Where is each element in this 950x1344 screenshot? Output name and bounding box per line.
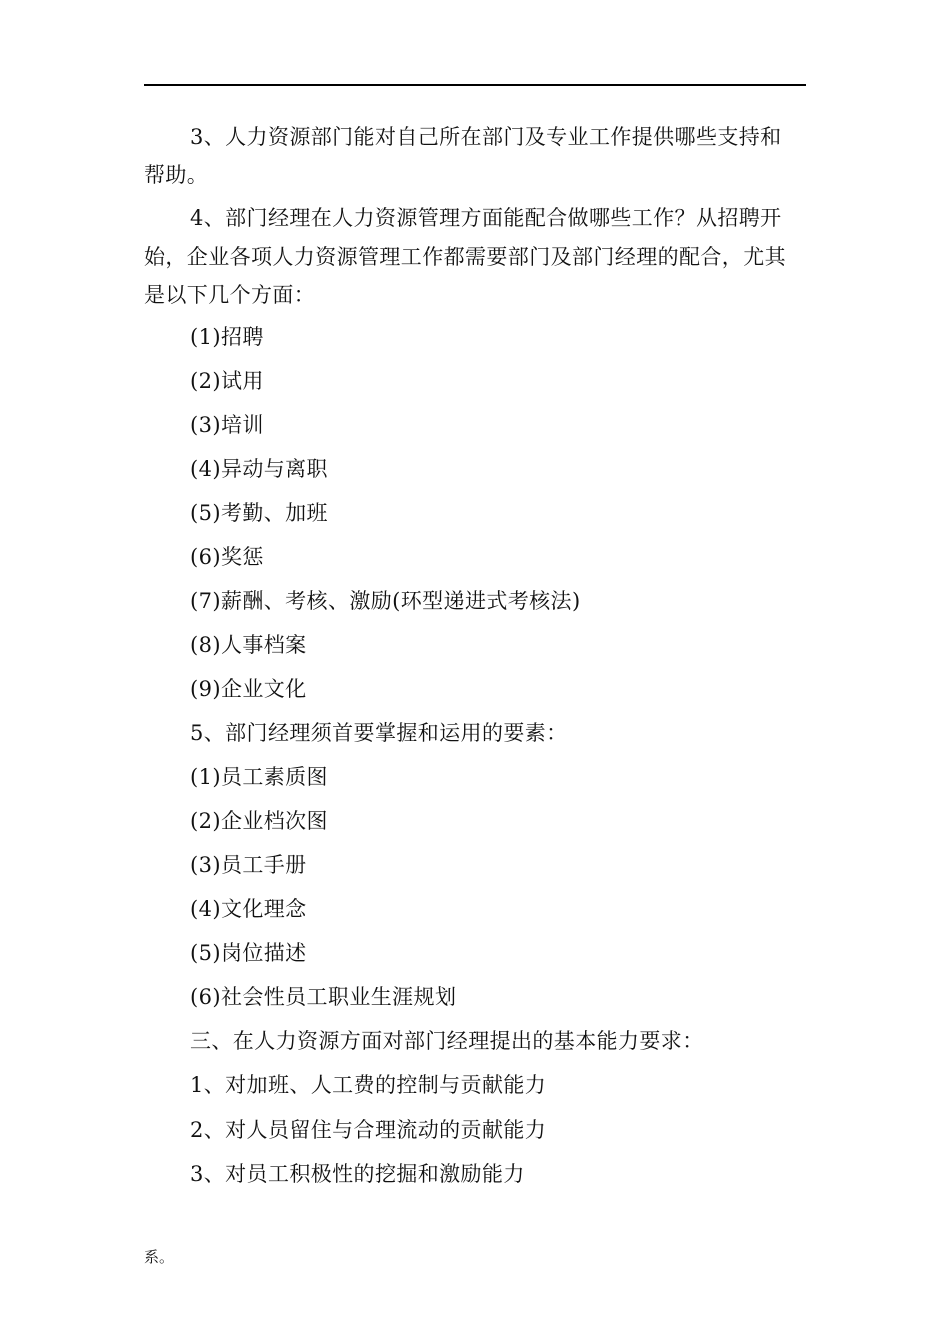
list-item: (4)文化理念 xyxy=(190,897,307,921)
list-item: (1)员工素质图 xyxy=(190,765,328,789)
list-item: (8)人事档案 xyxy=(190,633,307,657)
list-item: (5)岗位描述 xyxy=(190,941,307,965)
list-item: (3)员工手册 xyxy=(190,853,307,877)
paragraph-4-line-3: 是以下几个方面： xyxy=(144,283,316,307)
list-item: (5)考勤、加班 xyxy=(190,501,328,525)
list-item: 2、对人员留住与合理流动的贡献能力 xyxy=(190,1118,547,1142)
paragraph-3-line-2: 帮助。 xyxy=(144,163,209,187)
list-item: (7)薪酬、考核、激励(环型递进式考核法) xyxy=(190,589,581,613)
list-item: 1、对加班、人工费的控制与贡献能力 xyxy=(190,1073,547,1097)
paragraph-3-line-1: 3、人力资源部门能对自己所在部门及专业工作提供哪些支持和 xyxy=(190,125,782,149)
header-rule xyxy=(144,84,806,86)
list-item: (2)企业档次图 xyxy=(190,809,328,833)
list-item: (2)试用 xyxy=(190,369,264,393)
list-item: (6)奖惩 xyxy=(190,545,264,569)
paragraph-4-line-2: 始，企业各项人力资源管理工作都需要部门及部门经理的配合，尤其 xyxy=(144,245,786,269)
section-3-heading: 三、在人力资源方面对部门经理提出的基本能力要求： xyxy=(190,1029,704,1053)
paragraph-4-line-1: 4、部门经理在人力资源管理方面能配合做哪些工作？从招聘开 xyxy=(190,206,782,230)
paragraph-5-heading: 5、部门经理须首要掌握和运用的要素： xyxy=(190,721,568,745)
list-item: (4)异动与离职 xyxy=(190,457,328,481)
list-item: (6)社会性员工职业生涯规划 xyxy=(190,985,457,1009)
list-item: (1)招聘 xyxy=(190,325,264,349)
list-item: 3、对员工积极性的挖掘和激励能力 xyxy=(190,1162,525,1186)
page-footer-text: 系。 xyxy=(144,1248,175,1266)
list-item: (9)企业文化 xyxy=(190,677,307,701)
list-item: (3)培训 xyxy=(190,413,264,437)
